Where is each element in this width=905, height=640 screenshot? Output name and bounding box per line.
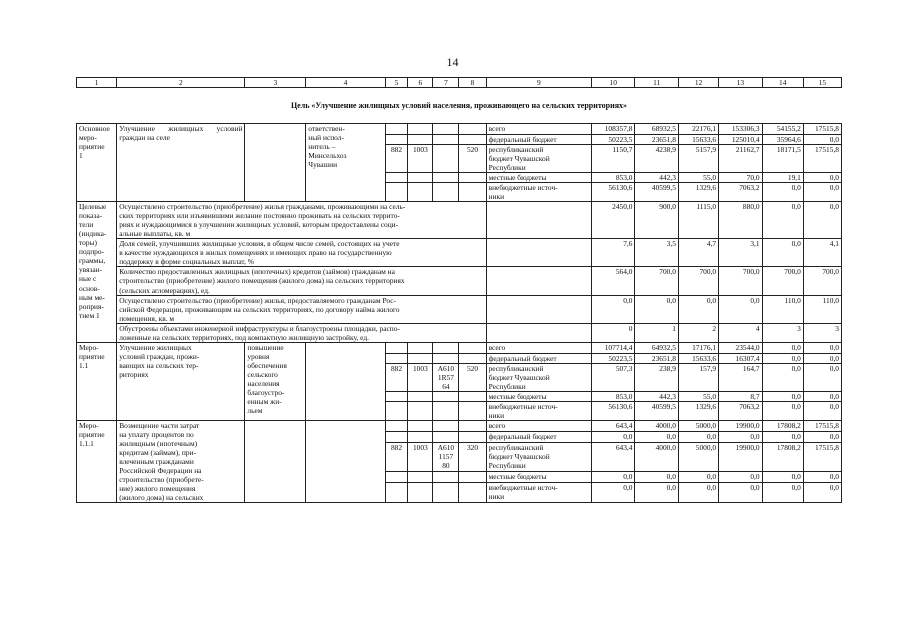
- empty-cell: [433, 401, 459, 420]
- funding-value: 442,3: [635, 391, 678, 401]
- empty-cell: [385, 353, 408, 363]
- budget-code: А610 1157 80: [433, 442, 459, 472]
- column-number: 7: [433, 78, 459, 88]
- funding-value: 0,0: [635, 482, 678, 502]
- funding-value: 7063,2: [719, 401, 762, 420]
- event-executor: ответствен- ный испол- нитель – Минсельхоз Чувашии: [306, 124, 385, 202]
- funding-value: 125010,4: [719, 135, 762, 145]
- empty-cell: [459, 401, 486, 420]
- funding-value: 0,0: [762, 391, 803, 401]
- funding-value: 164,7: [719, 363, 762, 391]
- funding-value: 0,0: [635, 472, 678, 483]
- empty-cell: [385, 482, 408, 502]
- empty-cell: [459, 420, 486, 431]
- column-number: 6: [408, 78, 433, 88]
- empty-cell: [433, 183, 459, 202]
- empty-cell: [385, 135, 408, 145]
- funding-value: 35964,6: [762, 135, 803, 145]
- column-number: 15: [803, 78, 841, 88]
- funding-value: 0,0: [762, 482, 803, 502]
- page-number: 14: [446, 55, 459, 69]
- budget-code: 882: [385, 145, 408, 173]
- funding-value: 238,9: [635, 363, 678, 391]
- column-number: 11: [635, 78, 678, 88]
- budget-code: 520: [459, 145, 486, 173]
- funding-value: 5000,0: [678, 442, 718, 472]
- event-name: Улучшение жилищных условий граждан на селе: [117, 124, 245, 202]
- indicator-value: 4: [719, 323, 762, 342]
- budget-code: 1003: [408, 145, 433, 173]
- funding-source: всего: [486, 420, 591, 431]
- funding-source: федеральный бюджет: [486, 135, 591, 145]
- funding-value: 68932,5: [635, 124, 678, 135]
- budget-code: 1003: [408, 363, 433, 391]
- table-row: [77, 267, 842, 295]
- empty-cell: [486, 323, 591, 342]
- funding-value: 70,0: [719, 173, 762, 183]
- funding-source: федеральный бюджет: [486, 353, 591, 363]
- empty-cell: [408, 342, 433, 353]
- empty-cell: [385, 173, 408, 183]
- column-number: 13: [719, 78, 762, 88]
- funding-value: 0,0: [803, 482, 841, 502]
- goal-title: Цель «Улучшение жилищных условий населения, проживающего на сельских территориях»: [290, 101, 628, 110]
- indicator-value: 700,0: [762, 267, 803, 295]
- empty-cell: [385, 342, 408, 353]
- indicator-value: 700,0: [719, 267, 762, 295]
- funding-value: 0,0: [592, 431, 635, 442]
- empty-cell: [408, 353, 433, 363]
- indicator-value: 110,0: [762, 295, 803, 323]
- indicator-text: Осуществлено строительство (приобретение) жилья, предоставляемого гражданам Рос- сийской Федерации, проживающим на сельских территориях, по договору найма жилого помещения, кв. м: [117, 295, 486, 323]
- indicator-value: 0,0: [762, 202, 803, 239]
- funding-value: 4238,9: [635, 145, 678, 173]
- empty-cell: [245, 124, 306, 202]
- indicator-text: Осуществлено строительство (приобретение) жилья гражданами, проживающими на сель- ских территориях или изъявившими желание постоянно проживать на сельских террито- риях и нуждающимися в улучшении жилищных условий, которым предоставлены соци- альные выплаты, кв. м: [117, 202, 486, 239]
- indicator-value: 564,0: [592, 267, 635, 295]
- funding-value: 853,0: [592, 173, 635, 183]
- funding-value: 0,0: [803, 353, 841, 363]
- table-row: [77, 342, 842, 353]
- funding-value: 0,0: [592, 482, 635, 502]
- empty-cell: [433, 391, 459, 401]
- indicator-value: 0,0: [719, 295, 762, 323]
- funding-value: 107714,4: [592, 342, 635, 353]
- empty-cell: [408, 431, 433, 442]
- column-number: 1: [77, 78, 117, 88]
- funding-value: 54155,2: [762, 124, 803, 135]
- indicator-value: 0: [592, 323, 635, 342]
- empty-cell: [433, 420, 459, 431]
- funding-value: 7063,2: [719, 183, 762, 202]
- empty-cell: [306, 342, 385, 420]
- funding-value: 0,0: [762, 472, 803, 483]
- funding-source: внебюджетные источ- ники: [486, 482, 591, 502]
- indicator-value: 3,5: [635, 239, 678, 267]
- funding-value: 15633,6: [678, 135, 718, 145]
- indicator-value: 1: [635, 323, 678, 342]
- funding-source: республиканский бюджет Чувашской Республики: [486, 145, 591, 173]
- funding-value: 50223,5: [592, 353, 635, 363]
- funding-value: 0,0: [719, 472, 762, 483]
- funding-value: 64932,5: [635, 342, 678, 353]
- table-row: [77, 124, 842, 135]
- event-goal: повышение уровня обеспечения сельского населения благоустро- енным жи- льем: [245, 342, 306, 420]
- funding-value: 0,0: [762, 363, 803, 391]
- funding-source: федеральный бюджет: [486, 431, 591, 442]
- event-label: Основное меро- приятие 1: [77, 124, 117, 202]
- funding-value: 18171,5: [762, 145, 803, 173]
- funding-value: 0,0: [719, 482, 762, 502]
- funding-value: 0,0: [803, 363, 841, 391]
- funding-value: 643,4: [592, 420, 635, 431]
- funding-value: 56130,6: [592, 401, 635, 420]
- budget-code: 320: [459, 442, 486, 472]
- funding-source: республиканский бюджет Чувашской Республики: [486, 363, 591, 391]
- empty-cell: [408, 420, 433, 431]
- empty-cell: [486, 295, 591, 323]
- column-number: 8: [459, 78, 486, 88]
- funding-value: 0,0: [803, 472, 841, 483]
- funding-value: 0,0: [803, 183, 841, 202]
- funding-value: 19900,0: [719, 442, 762, 472]
- funding-value: 17808,2: [762, 420, 803, 431]
- table-row: [77, 295, 842, 323]
- funding-value: 0,0: [762, 353, 803, 363]
- empty-cell: [385, 420, 408, 431]
- funding-value: 0,0: [762, 183, 803, 202]
- empty-cell: [408, 482, 433, 502]
- funding-value: 0,0: [803, 401, 841, 420]
- funding-value: 0,0: [592, 472, 635, 483]
- funding-value: 17176,1: [678, 342, 718, 353]
- empty-cell: [459, 183, 486, 202]
- empty-cell: [486, 239, 591, 267]
- empty-cell: [408, 124, 433, 135]
- empty-cell: [433, 431, 459, 442]
- funding-value: 0,0: [803, 173, 841, 183]
- indicator-value: 110,0: [803, 295, 841, 323]
- funding-value: 23544,0: [719, 342, 762, 353]
- funding-value: 0,0: [678, 482, 718, 502]
- funding-source: местные бюджеты: [486, 472, 591, 483]
- funding-value: 442,3: [635, 173, 678, 183]
- funding-value: 0,0: [678, 431, 718, 442]
- funding-value: 643,4: [592, 442, 635, 472]
- funding-value: 15633,6: [678, 353, 718, 363]
- indicator-value: 2450,0: [592, 202, 635, 239]
- funding-value: 8,7: [719, 391, 762, 401]
- funding-source: республиканский бюджет Чувашской Республики: [486, 442, 591, 472]
- funding-value: 55,0: [678, 391, 718, 401]
- empty-cell: [459, 482, 486, 502]
- indicator-value: 4,7: [678, 239, 718, 267]
- funding-value: 0,0: [762, 401, 803, 420]
- indicator-value: 0,0: [592, 295, 635, 323]
- empty-cell: [306, 420, 385, 502]
- funding-value: 0,0: [803, 431, 841, 442]
- funding-value: 0,0: [762, 342, 803, 353]
- funding-value: 0,0: [803, 342, 841, 353]
- indicator-value: 700,0: [635, 267, 678, 295]
- funding-value: 5000,0: [678, 420, 718, 431]
- indicator-value: 700,0: [803, 267, 841, 295]
- funding-value: 507,3: [592, 363, 635, 391]
- column-number-row: [77, 78, 842, 88]
- indicators-label: Целевые показа- тели (индика- торы) подпро- граммы, увязан- ные с основ- ным ме- роприя- тием 1: [77, 202, 117, 342]
- funding-value: 56130,6: [592, 183, 635, 202]
- funding-value: 17515,8: [803, 124, 841, 135]
- column-number: 5: [385, 78, 408, 88]
- empty-cell: [433, 173, 459, 183]
- funding-value: 0,0: [762, 431, 803, 442]
- indicator-value: 700,0: [678, 267, 718, 295]
- indicator-value: 0,0: [678, 295, 718, 323]
- funding-value: 19,1: [762, 173, 803, 183]
- funding-source: всего: [486, 124, 591, 135]
- empty-cell: [459, 353, 486, 363]
- empty-cell: [385, 472, 408, 483]
- funding-value: 0,0: [719, 431, 762, 442]
- header-table: [76, 77, 842, 88]
- budget-code: 520: [459, 363, 486, 391]
- empty-cell: [408, 472, 433, 483]
- funding-source: внебюджетные источ- ники: [486, 401, 591, 420]
- indicator-value: 0,0: [635, 295, 678, 323]
- indicator-text: Доля семей, улучшивших жилищные условия, в общем числе семей, состоящих на учете в качестве нуждающихся в жилых помещениях и имеющих право на государственную поддержку в форме социальных выплат, %: [117, 239, 486, 267]
- column-number: 9: [486, 78, 591, 88]
- column-number: 14: [762, 78, 803, 88]
- column-number: 10: [592, 78, 635, 88]
- funding-value: 153306,3: [719, 124, 762, 135]
- empty-cell: [408, 135, 433, 145]
- funding-value: 0,0: [635, 431, 678, 442]
- empty-cell: [433, 135, 459, 145]
- empty-cell: [433, 353, 459, 363]
- funding-value: 55,0: [678, 173, 718, 183]
- indicator-value: 1115,0: [678, 202, 718, 239]
- empty-cell: [433, 124, 459, 135]
- funding-value: 16307,4: [719, 353, 762, 363]
- empty-cell: [459, 391, 486, 401]
- empty-cell: [385, 391, 408, 401]
- funding-value: 21162,7: [719, 145, 762, 173]
- funding-value: 22176,1: [678, 124, 718, 135]
- empty-cell: [245, 420, 306, 502]
- funding-value: 17515,8: [803, 442, 841, 472]
- table-row: [77, 239, 842, 267]
- funding-value: 1329,6: [678, 183, 718, 202]
- column-number: 2: [117, 78, 245, 88]
- funding-value: 40599,5: [635, 183, 678, 202]
- column-number: 12: [678, 78, 718, 88]
- funding-value: 23651,8: [635, 353, 678, 363]
- funding-value: 40599,5: [635, 401, 678, 420]
- empty-cell: [408, 401, 433, 420]
- funding-value: 17808,2: [762, 442, 803, 472]
- empty-cell: [385, 401, 408, 420]
- event-name: Возмещение части затрат на уплату процентов по жилищным (ипотечным) кредитам (займам), при- влеченным гражданами Российской Федерации на строительство (приобрете- ние) жилого помещения (жилого дома) на сельских: [117, 420, 245, 502]
- indicator-text: Обустроены объектами инженерной инфраструктуры и благоустроены площадки, распо- ложенные на сельских территориях, под компактную жилищную застройку, ед.: [117, 323, 486, 342]
- budget-code: [433, 145, 459, 173]
- indicator-value: 7,6: [592, 239, 635, 267]
- empty-cell: [433, 482, 459, 502]
- empty-cell: [459, 472, 486, 483]
- funding-value: 4000,0: [635, 442, 678, 472]
- program-table: [76, 123, 842, 503]
- indicator-value: 3: [762, 323, 803, 342]
- funding-value: 17515,8: [803, 420, 841, 431]
- funding-source: местные бюджеты: [486, 173, 591, 183]
- empty-cell: [408, 183, 433, 202]
- indicator-value: 4,1: [803, 239, 841, 267]
- funding-value: 23651,8: [635, 135, 678, 145]
- empty-cell: [385, 431, 408, 442]
- funding-source: всего: [486, 342, 591, 353]
- funding-value: 17515,8: [803, 145, 841, 173]
- table-row: [77, 323, 842, 342]
- empty-cell: [459, 124, 486, 135]
- funding-source: местные бюджеты: [486, 391, 591, 401]
- indicator-value: 3,1: [719, 239, 762, 267]
- funding-value: 19900,0: [719, 420, 762, 431]
- funding-value: 4000,0: [635, 420, 678, 431]
- funding-value: 853,0: [592, 391, 635, 401]
- empty-cell: [385, 183, 408, 202]
- budget-code: 1003: [408, 442, 433, 472]
- indicator-value: 880,0: [719, 202, 762, 239]
- indicator-value: 0,0: [803, 202, 841, 239]
- funding-value: 50223,5: [592, 135, 635, 145]
- funding-value: 1329,6: [678, 401, 718, 420]
- indicator-value: 0,0: [762, 239, 803, 267]
- column-number: 3: [245, 78, 306, 88]
- event-label: Меро- приятие 1.1.1: [77, 420, 117, 502]
- funding-value: 0,0: [803, 135, 841, 145]
- funding-value: 108357,8: [592, 124, 635, 135]
- empty-cell: [459, 135, 486, 145]
- empty-cell: [433, 342, 459, 353]
- empty-cell: [486, 267, 591, 295]
- table-row: [77, 420, 842, 431]
- indicator-value: 2: [678, 323, 718, 342]
- funding-value: 0,0: [803, 391, 841, 401]
- empty-cell: [486, 202, 591, 239]
- empty-cell: [408, 173, 433, 183]
- empty-cell: [459, 173, 486, 183]
- budget-code: 882: [385, 363, 408, 391]
- empty-cell: [385, 124, 408, 135]
- funding-value: 1150,7: [592, 145, 635, 173]
- indicator-text: Количество предоставленных жилищных (ипотечных) кредитов (займов) гражданам на строительство (приобретение) жилого помещения (жилого дома) на сельских территориях (сельских агломерациях), ед.: [117, 267, 486, 295]
- funding-value: 157,9: [678, 363, 718, 391]
- indicator-value: 3: [803, 323, 841, 342]
- empty-cell: [408, 391, 433, 401]
- empty-cell: [459, 431, 486, 442]
- empty-cell: [459, 342, 486, 353]
- table-row: [77, 202, 842, 239]
- empty-cell: [433, 472, 459, 483]
- indicator-value: 900,0: [635, 202, 678, 239]
- funding-value: 5157,9: [678, 145, 718, 173]
- column-number: 4: [306, 78, 385, 88]
- funding-source: внебюджетные источ- ники: [486, 183, 591, 202]
- funding-value: 0,0: [678, 472, 718, 483]
- budget-code: 882: [385, 442, 408, 472]
- event-label: Меро- приятие 1.1: [77, 342, 117, 420]
- budget-code: А610 1R57 64: [433, 363, 459, 391]
- event-name: Улучшение жилищных условий граждан, прожи- вающих на сельских тер- риториях: [117, 342, 245, 420]
